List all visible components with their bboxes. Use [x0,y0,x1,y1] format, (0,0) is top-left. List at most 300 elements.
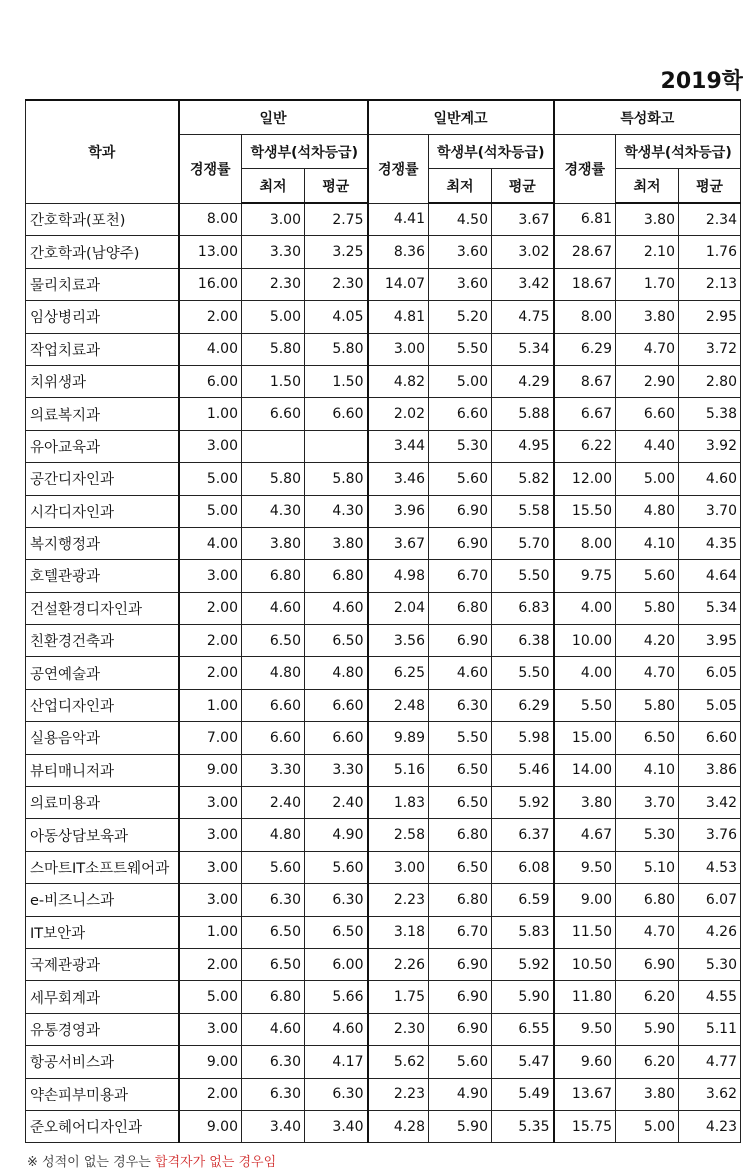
table-row [26,592,741,624]
competition-cell: 6.67 [554,398,616,430]
competition-cell: 8.00 [179,203,242,236]
competition-cell: 6.25 [368,657,429,689]
competition-cell: 4.82 [368,365,429,397]
min-cell: 6.50 [242,916,305,948]
min-cell: 5.80 [616,592,679,624]
min-cell: 6.50 [242,625,305,657]
competition-cell: 8.00 [554,301,616,333]
competition-cell: 2.48 [368,689,429,721]
avg-cell: 3.42 [679,787,741,819]
dept-cell: 유통경영과 [26,1013,179,1045]
avg-cell: 5.34 [679,592,741,624]
competition-cell: 4.00 [179,527,242,559]
dept-cell: 실용음악과 [26,722,179,754]
avg-cell: 5.38 [679,398,741,430]
min-cell: 3.30 [242,754,305,786]
table-row [26,819,741,851]
avg-cell: 6.59 [492,884,554,916]
table-row [26,463,741,495]
table-row [26,754,741,786]
dept-cell: 항공서비스과 [26,1046,179,1078]
min-cell: 5.60 [242,851,305,883]
min-cell: 6.80 [242,560,305,592]
min-cell: 4.80 [242,657,305,689]
dept-cell: 공간디자인과 [26,463,179,495]
min-cell: 6.90 [429,625,492,657]
admission-table [25,99,741,1143]
avg-cell: 3.25 [305,236,368,268]
min-cell: 6.60 [429,398,492,430]
header-group-general-hs: 일반계고 [368,100,554,135]
min-cell: 4.40 [616,430,679,462]
dept-cell: 공연예술과 [26,657,179,689]
avg-cell: 2.34 [679,203,741,236]
header-min: 최저 [429,169,492,204]
min-cell: 6.50 [616,722,679,754]
avg-cell: 5.50 [492,560,554,592]
avg-cell: 4.17 [305,1046,368,1078]
avg-cell: 4.60 [679,463,741,495]
dept-cell: 친환경건축과 [26,625,179,657]
competition-cell: 9.50 [554,851,616,883]
table-row [26,689,741,721]
table-row [26,948,741,980]
avg-cell: 4.64 [679,560,741,592]
competition-cell: 1.00 [179,916,242,948]
avg-cell: 2.75 [305,203,368,236]
min-cell: 5.80 [242,333,305,365]
avg-cell: 5.58 [492,495,554,527]
competition-cell: 4.00 [554,592,616,624]
avg-cell: 5.80 [305,333,368,365]
min-cell: 6.80 [429,884,492,916]
competition-cell: 15.75 [554,1110,616,1142]
min-cell: 4.70 [616,657,679,689]
min-cell: 6.70 [429,916,492,948]
competition-cell: 28.67 [554,236,616,268]
min-cell: 6.30 [429,689,492,721]
dept-cell: 유아교육과 [26,430,179,462]
avg-cell: 5.98 [492,722,554,754]
avg-cell: 2.13 [679,268,741,300]
avg-cell: 3.72 [679,333,741,365]
avg-cell: 5.05 [679,689,741,721]
avg-cell: 6.83 [492,592,554,624]
min-cell: 2.30 [242,268,305,300]
header-min: 최저 [616,169,679,204]
min-cell: 4.20 [616,625,679,657]
table-row [26,1013,741,1045]
dept-cell: 뷰티매니저과 [26,754,179,786]
avg-cell: 6.60 [305,398,368,430]
avg-cell: 6.50 [305,916,368,948]
min-cell: 3.80 [242,527,305,559]
min-cell: 3.00 [242,203,305,236]
competition-cell: 5.00 [179,495,242,527]
table-row [26,203,741,236]
header-competition: 경쟁률 [554,135,616,204]
dept-cell: 치위생과 [26,365,179,397]
avg-cell: 6.60 [305,722,368,754]
min-cell: 6.30 [242,1046,305,1078]
competition-cell: 2.00 [179,1078,242,1110]
avg-cell: 5.34 [492,333,554,365]
min-cell: 2.10 [616,236,679,268]
competition-cell: 2.58 [368,819,429,851]
min-cell: 6.90 [429,527,492,559]
avg-cell: 6.08 [492,851,554,883]
dept-cell: 의료미용과 [26,787,179,819]
table-row [26,657,741,689]
avg-cell: 4.30 [305,495,368,527]
avg-cell: 3.30 [305,754,368,786]
min-cell: 5.20 [429,301,492,333]
header-min: 최저 [242,169,305,204]
avg-cell: 4.60 [305,592,368,624]
competition-cell: 2.00 [179,592,242,624]
min-cell: 5.30 [429,430,492,462]
competition-cell: 4.41 [368,203,429,236]
min-cell: 5.90 [429,1110,492,1142]
competition-cell: 3.18 [368,916,429,948]
avg-cell: 4.23 [679,1110,741,1142]
table-row [26,916,741,948]
min-cell: 4.90 [429,1078,492,1110]
min-cell [242,430,305,462]
competition-cell: 9.75 [554,560,616,592]
avg-cell: 5.88 [492,398,554,430]
table-row [26,1046,741,1078]
dept-cell: 간호학과(포천) [26,203,179,236]
avg-cell: 4.05 [305,301,368,333]
competition-cell: 3.96 [368,495,429,527]
min-cell: 1.70 [616,268,679,300]
min-cell: 4.60 [429,657,492,689]
min-cell: 5.00 [616,1110,679,1142]
avg-cell: 1.76 [679,236,741,268]
header-group-general: 일반 [179,100,368,135]
competition-cell: 6.81 [554,203,616,236]
avg-cell: 3.40 [305,1110,368,1142]
avg-cell: 6.29 [492,689,554,721]
min-cell: 5.90 [616,1013,679,1045]
avg-cell: 3.42 [492,268,554,300]
competition-cell: 3.00 [179,430,242,462]
table-row [26,495,741,527]
competition-cell: 5.00 [179,981,242,1013]
min-cell: 4.70 [616,916,679,948]
competition-cell: 2.26 [368,948,429,980]
min-cell: 6.60 [242,722,305,754]
min-cell: 5.60 [616,560,679,592]
avg-cell: 6.60 [679,722,741,754]
competition-cell: 2.23 [368,1078,429,1110]
avg-cell: 5.46 [492,754,554,786]
min-cell: 3.80 [616,1078,679,1110]
dept-cell: e-비즈니스과 [26,884,179,916]
dept-cell: 시각디자인과 [26,495,179,527]
min-cell: 6.90 [616,948,679,980]
competition-cell: 3.00 [179,560,242,592]
competition-cell: 14.00 [554,754,616,786]
competition-cell: 2.00 [179,301,242,333]
competition-cell: 5.50 [554,689,616,721]
table-row [26,527,741,559]
avg-cell: 2.30 [305,268,368,300]
min-cell: 5.10 [616,851,679,883]
header-group-specialized-hs: 특성화고 [554,100,741,135]
avg-cell: 5.82 [492,463,554,495]
dept-cell: 물리치료과 [26,268,179,300]
competition-cell: 10.50 [554,948,616,980]
competition-cell: 2.23 [368,884,429,916]
competition-cell: 14.07 [368,268,429,300]
competition-cell: 8.36 [368,236,429,268]
avg-cell: 6.80 [305,560,368,592]
table-row [26,884,741,916]
competition-cell: 9.60 [554,1046,616,1078]
competition-cell: 3.80 [554,787,616,819]
avg-cell: 5.30 [679,948,741,980]
avg-cell: 6.50 [305,625,368,657]
table-row [26,560,741,592]
avg-cell: 5.70 [492,527,554,559]
competition-cell: 10.00 [554,625,616,657]
header-avg: 평균 [305,169,368,204]
table-row [26,301,741,333]
table-row [26,236,741,268]
min-cell: 3.70 [616,787,679,819]
dept-cell: 의료복지과 [26,398,179,430]
avg-cell: 4.90 [305,819,368,851]
competition-cell: 3.44 [368,430,429,462]
avg-cell: 4.75 [492,301,554,333]
competition-cell: 12.00 [554,463,616,495]
avg-cell: 3.92 [679,430,741,462]
avg-cell: 1.50 [305,365,368,397]
min-cell: 1.50 [242,365,305,397]
min-cell: 5.00 [616,463,679,495]
header-dept: 학과 [26,100,179,203]
min-cell: 4.80 [616,495,679,527]
dept-cell: 산업디자인과 [26,689,179,721]
avg-cell: 5.80 [305,463,368,495]
competition-cell: 2.30 [368,1013,429,1045]
min-cell: 6.50 [429,851,492,883]
min-cell: 5.50 [429,333,492,365]
competition-cell: 5.00 [179,463,242,495]
avg-cell: 2.40 [305,787,368,819]
avg-cell: 6.07 [679,884,741,916]
competition-cell: 16.00 [179,268,242,300]
avg-cell: 3.86 [679,754,741,786]
avg-cell: 5.35 [492,1110,554,1142]
dept-cell: 세무회계과 [26,981,179,1013]
min-cell: 6.30 [242,884,305,916]
competition-cell: 3.67 [368,527,429,559]
table-row [26,722,741,754]
competition-cell: 9.89 [368,722,429,754]
dept-cell: IT보안과 [26,916,179,948]
competition-cell: 13.00 [179,236,242,268]
min-cell: 6.30 [242,1078,305,1110]
header-competition: 경쟁률 [368,135,429,204]
footnote-highlight: 합격자가 없는 경우임 [154,1155,277,1170]
min-cell: 5.60 [429,463,492,495]
footnote-text: ※ 성적이 없는 경우는 [27,1155,155,1170]
dept-cell: 호텔관광과 [26,560,179,592]
competition-cell: 3.00 [368,333,429,365]
competition-cell: 5.16 [368,754,429,786]
competition-cell: 7.00 [179,722,242,754]
header-record: 학생부(석차등급) [616,135,741,169]
min-cell: 6.60 [242,689,305,721]
min-cell: 3.30 [242,236,305,268]
header-record: 학생부(석차등급) [242,135,368,169]
competition-cell: 1.00 [179,398,242,430]
table-row [26,787,741,819]
avg-cell: 4.95 [492,430,554,462]
competition-cell: 9.00 [179,754,242,786]
avg-cell [305,430,368,462]
competition-cell: 11.50 [554,916,616,948]
dept-cell: 준오헤어디자인과 [26,1110,179,1142]
min-cell: 6.60 [242,398,305,430]
avg-cell: 6.30 [305,884,368,916]
competition-cell: 3.00 [179,851,242,883]
dept-cell: 약손피부미용과 [26,1078,179,1110]
competition-cell: 2.02 [368,398,429,430]
avg-cell: 4.53 [679,851,741,883]
header-record: 학생부(석차등급) [429,135,554,169]
table-row [26,333,741,365]
table-row [26,268,741,300]
dept-cell: 간호학과(남양주) [26,236,179,268]
competition-cell: 1.00 [179,689,242,721]
table-row [26,625,741,657]
avg-cell: 3.67 [492,203,554,236]
min-cell: 6.90 [429,981,492,1013]
min-cell: 6.50 [429,787,492,819]
avg-cell: 5.83 [492,916,554,948]
competition-cell: 3.00 [179,1013,242,1045]
competition-cell: 4.00 [554,657,616,689]
competition-cell: 4.00 [179,333,242,365]
min-cell: 6.80 [616,884,679,916]
competition-cell: 3.56 [368,625,429,657]
avg-cell: 4.60 [305,1013,368,1045]
min-cell: 6.50 [429,754,492,786]
min-cell: 4.10 [616,754,679,786]
competition-cell: 18.67 [554,268,616,300]
competition-cell: 6.22 [554,430,616,462]
competition-cell: 4.98 [368,560,429,592]
avg-cell: 4.29 [492,365,554,397]
competition-cell: 5.62 [368,1046,429,1078]
table-row [26,398,741,430]
min-cell: 6.60 [616,398,679,430]
min-cell: 6.90 [429,948,492,980]
competition-cell: 2.00 [179,657,242,689]
table-row [26,1110,741,1142]
avg-cell: 6.55 [492,1013,554,1045]
min-cell: 6.70 [429,560,492,592]
header-avg: 평균 [492,169,554,204]
competition-cell: 2.00 [179,625,242,657]
competition-cell: 13.67 [554,1078,616,1110]
min-cell: 4.30 [242,495,305,527]
min-cell: 2.40 [242,787,305,819]
table-body [26,203,741,1143]
avg-cell: 6.60 [305,689,368,721]
min-cell: 4.50 [429,203,492,236]
table-row [26,1078,741,1110]
competition-cell: 4.67 [554,819,616,851]
competition-cell: 9.00 [554,884,616,916]
dept-cell: 작업치료과 [26,333,179,365]
min-cell: 3.60 [429,236,492,268]
avg-cell: 6.37 [492,819,554,851]
avg-cell: 4.35 [679,527,741,559]
min-cell: 3.80 [616,203,679,236]
competition-cell: 11.80 [554,981,616,1013]
avg-cell: 3.95 [679,625,741,657]
avg-cell: 6.00 [305,948,368,980]
avg-cell: 4.77 [679,1046,741,1078]
avg-cell: 3.70 [679,495,741,527]
dept-cell: 국제관광과 [26,948,179,980]
dept-cell: 복지행정과 [26,527,179,559]
competition-cell: 3.46 [368,463,429,495]
min-cell: 5.60 [429,1046,492,1078]
avg-cell: 5.90 [492,981,554,1013]
table-row [26,365,741,397]
avg-cell: 2.95 [679,301,741,333]
competition-cell: 2.04 [368,592,429,624]
min-cell: 6.90 [429,1013,492,1045]
avg-cell: 5.60 [305,851,368,883]
min-cell: 5.30 [616,819,679,851]
avg-cell: 2.80 [679,365,741,397]
competition-cell: 9.50 [554,1013,616,1045]
avg-cell: 5.66 [305,981,368,1013]
competition-cell: 15.00 [554,722,616,754]
avg-cell: 4.55 [679,981,741,1013]
competition-cell: 9.00 [179,1110,242,1142]
min-cell: 6.20 [616,1046,679,1078]
avg-cell: 3.76 [679,819,741,851]
avg-cell: 6.05 [679,657,741,689]
min-cell: 4.60 [242,1013,305,1045]
avg-cell: 5.47 [492,1046,554,1078]
min-cell: 3.40 [242,1110,305,1142]
avg-cell: 4.80 [305,657,368,689]
dept-cell: 아동상담보육과 [26,819,179,851]
table-row [26,851,741,883]
competition-cell: 1.75 [368,981,429,1013]
min-cell: 4.70 [616,333,679,365]
competition-cell: 4.81 [368,301,429,333]
min-cell: 6.90 [429,495,492,527]
min-cell: 6.50 [242,948,305,980]
min-cell: 4.80 [242,819,305,851]
competition-cell: 15.50 [554,495,616,527]
competition-cell: 3.00 [368,851,429,883]
min-cell: 5.00 [429,365,492,397]
footnote [27,1151,276,1170]
min-cell: 6.20 [616,981,679,1013]
min-cell: 5.80 [242,463,305,495]
